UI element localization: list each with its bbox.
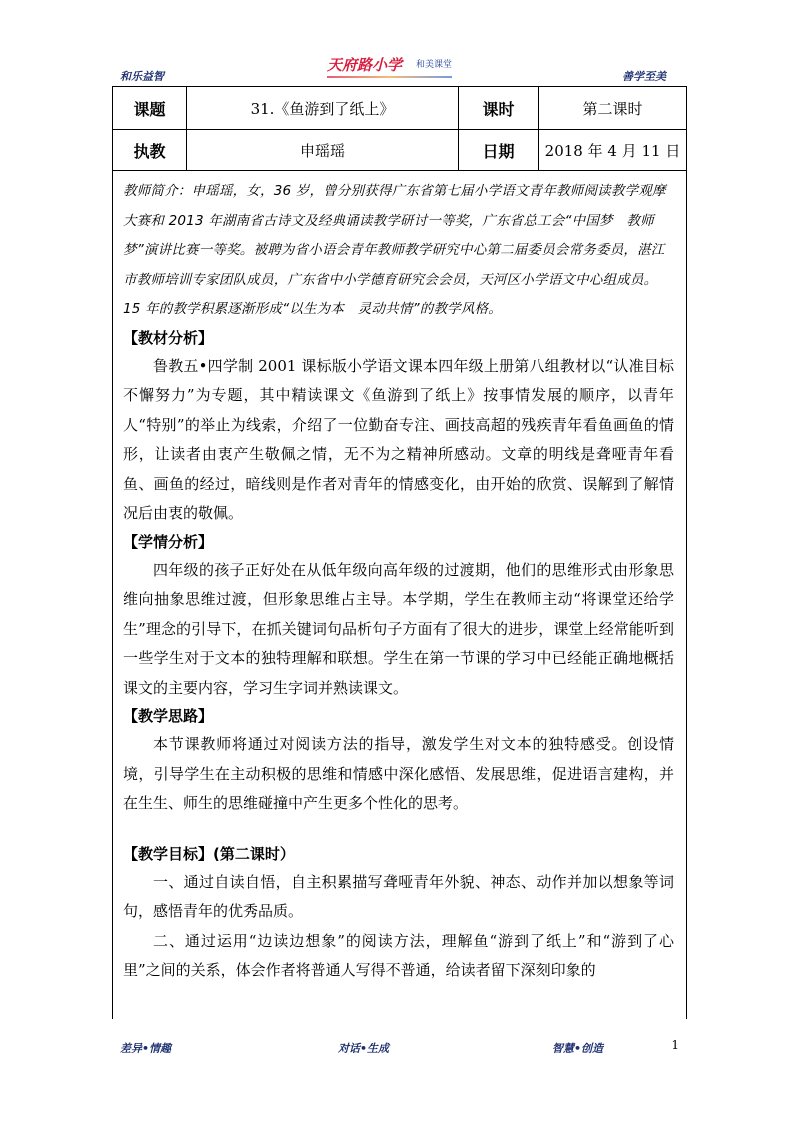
header-right-motto: 善学至美 <box>622 70 666 83</box>
spacer <box>123 819 674 841</box>
student-analysis: 四年级的孩子正好处在从低年级向高年级的过渡期，他们的思维形式由形象思维向抽象思维过渡，但形象思维占主导。本学期，学生在教师主动“将课堂还给学生”理念的引导下，在抓关键词句品析句子方面有了很大的进步，课堂上经常能听到一些学生对于文本的独特理解和联想。学生在第一节课的学习中已经能正确地概括课文的主要内容，学习生字词并熟读课文。 <box>123 560 674 697</box>
logo-underline <box>327 76 452 78</box>
logo-subtitle: 和美课堂 <box>416 60 453 70</box>
section-title-idea: 【教学思路】 <box>123 707 214 725</box>
teacher-bio: 教师简介：申瑶瑶，女，36 岁，曾分别获得广东省第七届小学语文青年教师阅读教学观摩大赛和 2013 年湖南省古诗文及经典诵读教学研讨一等奖，广东省总工会“中国梦 教师梦”演讲比赛一等奖。被聘为省小语会青年教师教学研究中心第二届委员会常务委员，湛江市教师培训专家团队成员，广东省中小学德育研究会会员，天河区小学语文中心组成员。15 年的教学积累逐渐形成“以生为本 灵动共情”的教学风格。 <box>123 183 666 317</box>
period-label: 课时 <box>482 99 515 119</box>
page-number: 1 <box>671 1038 679 1052</box>
date-label: 日期 <box>482 141 515 161</box>
section-title-textbook: 【教材分析】 <box>123 328 214 347</box>
page-footer <box>112 1040 687 1060</box>
section-title-student: 【学情分析】 <box>123 532 214 551</box>
header-left-motto: 和乐益智 <box>120 70 164 83</box>
teaching-idea: 本节课教师将通过对阅读方法的指导，激发学生对文本的独特感受。创设情境，引导学生在主动积极的思维和情感中深化感悟、发展思维，促进语言建构，并在生生、师生的思维碰撞中产生更多个性化的思考。 <box>123 735 674 812</box>
topic-label: 课题 <box>133 99 166 119</box>
period-value: 第二课时 <box>582 99 643 118</box>
lesson-plan-table <box>112 86 690 1019</box>
textbook-analysis: 鲁教五•四学制 2001 课标版小学语文课本四年级上册第八组教材以“认准目标 不懈努力”为专题，其中精读课文《鱼游到了纸上》按事情发展的顺序，以青年人“特别”的举止为线索，介绍了一位勤奋专注、画技高超的残疾青年看鱼画鱼的情形，让读者由衷产生敬佩之情，无不为之精神所感动。文章的明线是聋哑青年看鱼、画鱼的经过，暗线则是作者对青年的情感变化，由开始的欣赏、误解到了解情况后由衷的敬佩。 <box>123 356 690 522</box>
teacher-label: 执教 <box>133 141 166 161</box>
goal-item-2: 二、通过运用“边读边想象”的阅读方法，理解鱼“游到了纸上”和“游到了心里”之间的关系，体会作者将普通人写得不普通，给读者留下深刻印象的 <box>123 931 674 979</box>
lesson-content <box>113 171 690 986</box>
topic-value: 31.《鱼游到了纸上》 <box>250 99 395 118</box>
footer-left: 差异•情趣 <box>120 1042 172 1055</box>
page-header <box>112 54 686 84</box>
table-row-teacher <box>113 130 686 171</box>
goal-item-1: 一、通过自读自悟，自主积累描写聋哑青年外貌、神态、动作并加以想象等词句，感悟青年的优秀品质。 <box>123 872 674 920</box>
footer-right: 智慧•创造 <box>552 1042 604 1055</box>
date-value: 2018 年 4 月 11 日 <box>544 141 681 160</box>
footer-center: 对话•生成 <box>338 1042 390 1055</box>
section-title-goal: 【教学目标】(第二课时） <box>123 844 295 863</box>
logo-text: 天府路小学 <box>327 56 403 74</box>
teacher-value: 申瑶瑶 <box>299 141 345 160</box>
table-row-topic <box>113 87 686 130</box>
school-logo <box>327 54 452 82</box>
